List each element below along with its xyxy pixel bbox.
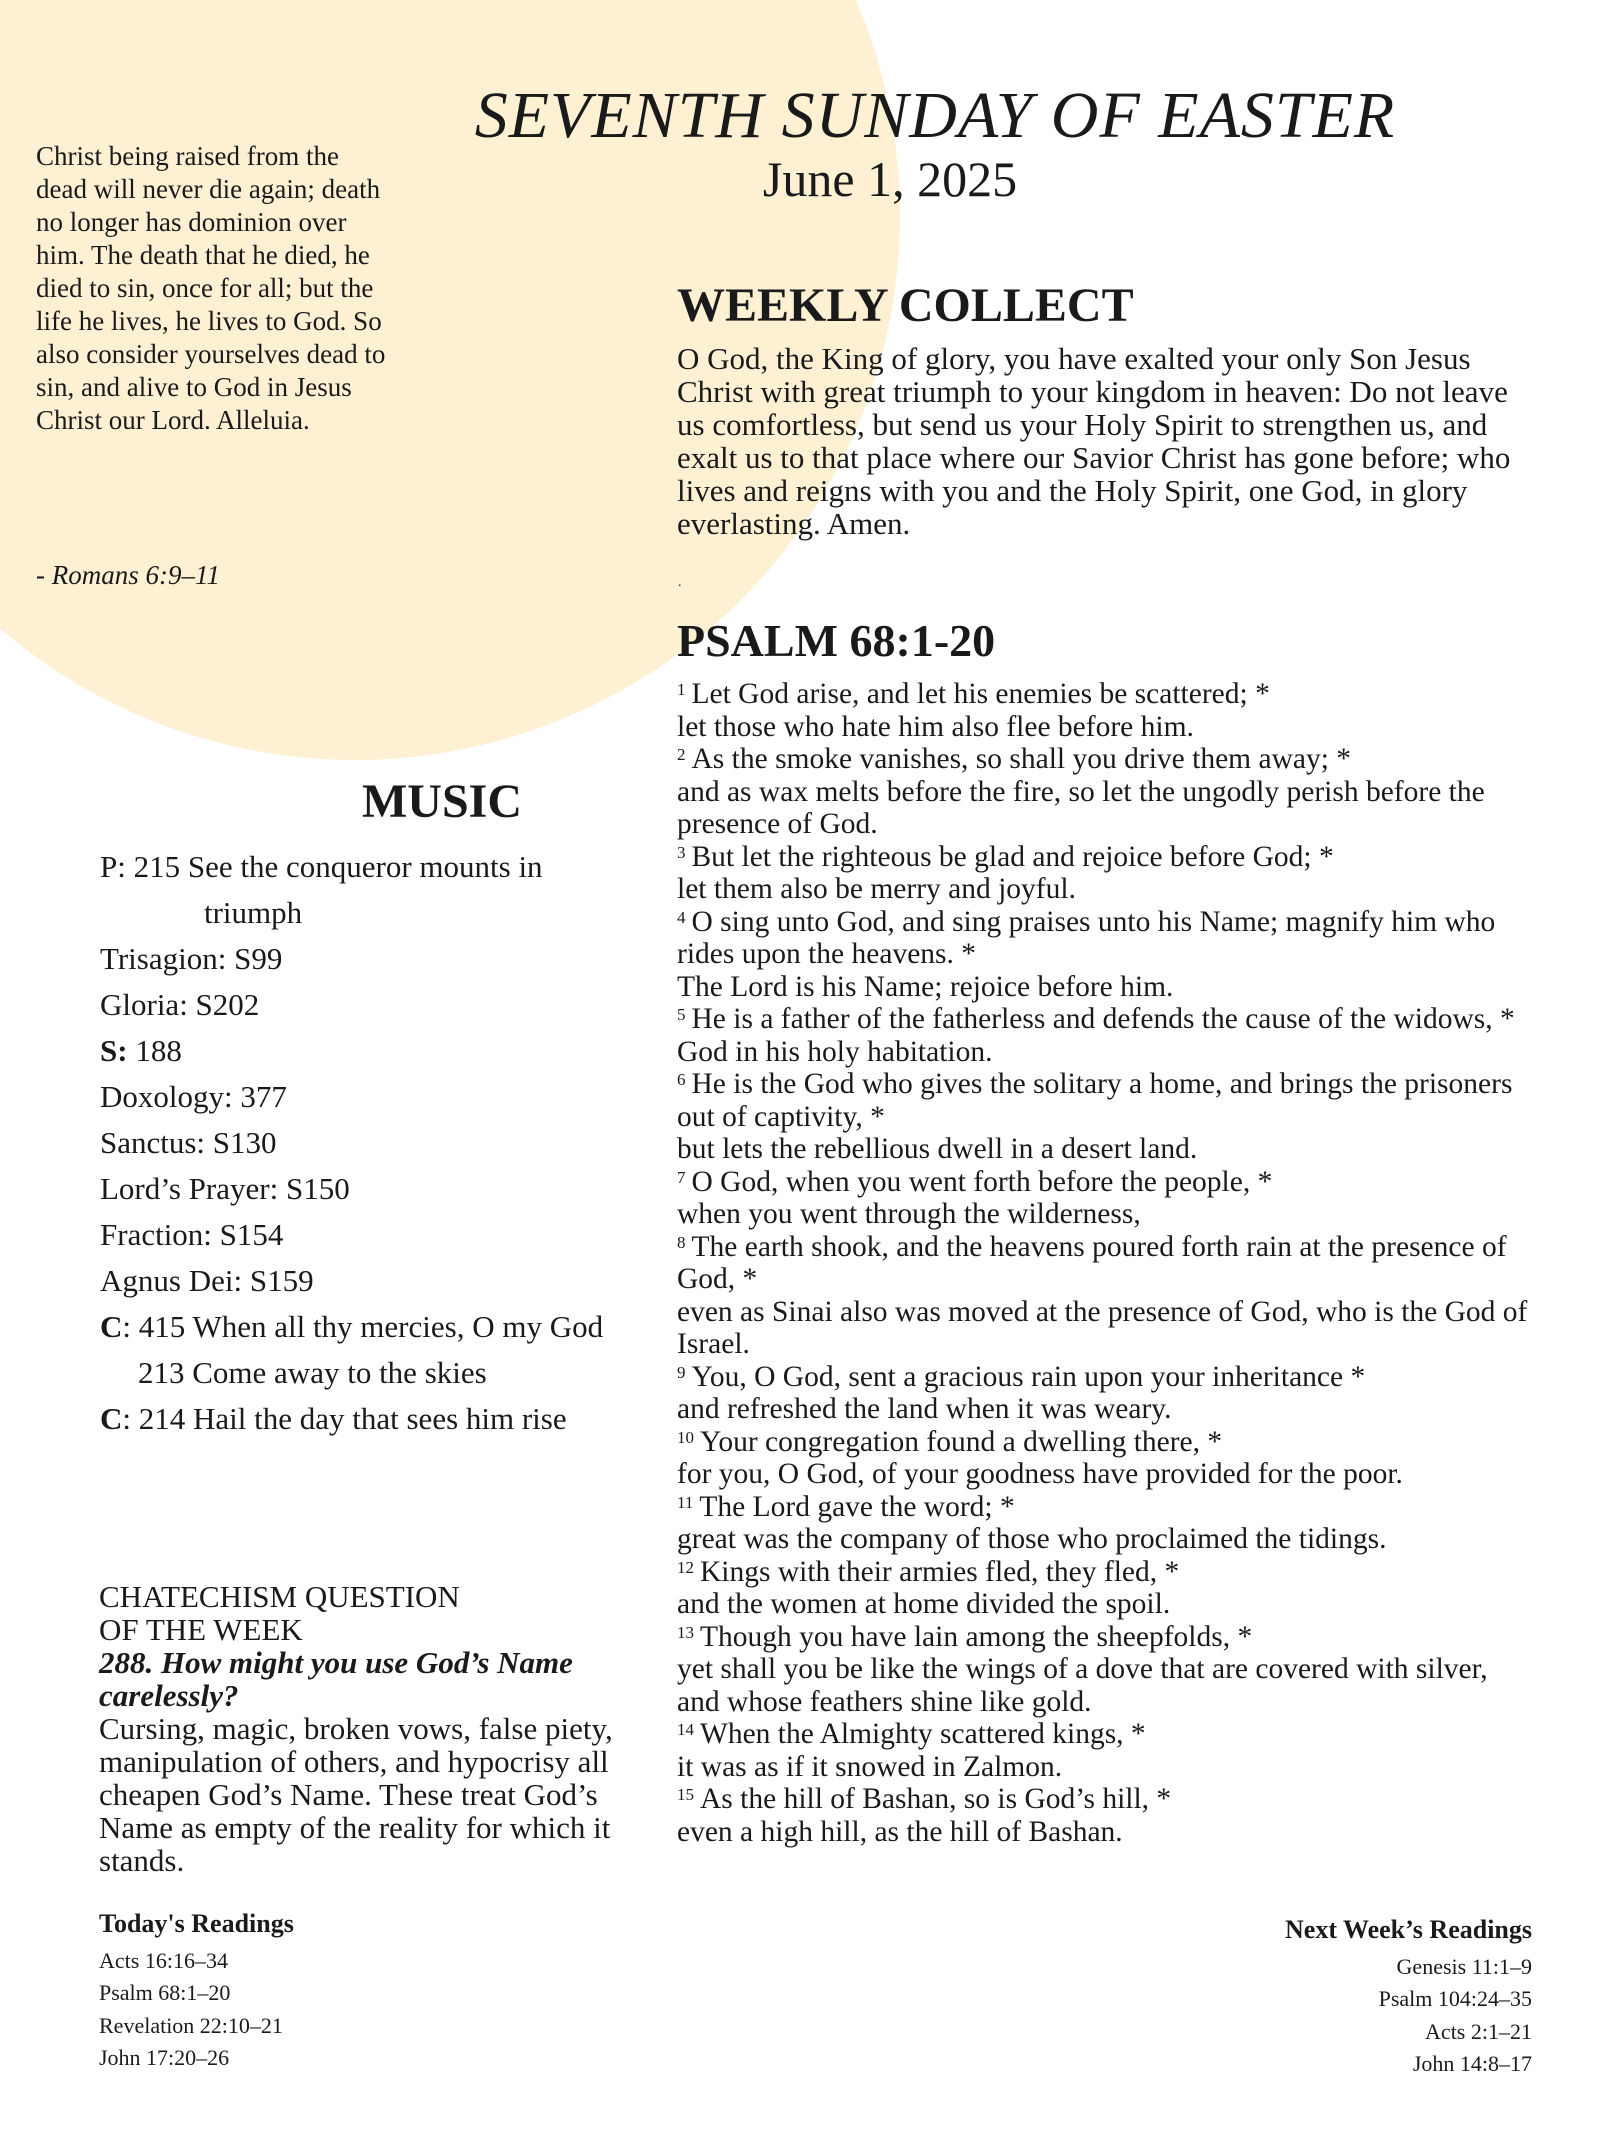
psalm-verse-number: 13 (677, 1622, 694, 1642)
music-gloria: Gloria: S202 (100, 987, 260, 1022)
music-p-text: 215 See the conqueror mounts in (133, 849, 543, 884)
psalm-verse-first-half (677, 1783, 1537, 1816)
todays-reading-item: Psalm 68:1–20 (99, 1980, 231, 2005)
todays-readings (99, 1908, 294, 2075)
music-trisagion: Trisagion: S99 (100, 941, 283, 976)
music-processional (100, 844, 640, 890)
todays-reading-item: Revelation 22:10–21 (99, 2012, 283, 2038)
music-agnus-dei: Agnus Dei: S159 (100, 1263, 314, 1298)
psalm-verse-text: Kings with their armies fled, they fled, * (700, 1555, 1180, 1588)
psalm-verse-text: Let God arise, and let his enemies be scattered; * (691, 678, 1270, 710)
music-communion-1 (100, 1304, 640, 1350)
psalm-verse-text: The Lord gave the word; * (699, 1490, 1015, 1523)
psalm-verse-second-half: it was as if it snowed in Zalmon. (677, 1750, 1063, 1783)
music-sequence (100, 1028, 640, 1074)
psalm-verse-first-half (677, 1556, 1537, 1589)
psalm-verse-number: 1 (677, 680, 686, 699)
psalm-verse-text: He is the God who gives the solitary a home, and brings the prisoners out of captivity, * (677, 1068, 1513, 1133)
psalm-verse-text: When the Almighty scattered kings, * (700, 1718, 1146, 1750)
psalm-verse-second-half: even a high hill, as the hill of Bashan. (677, 1815, 1123, 1848)
music-s-label: S: (100, 1033, 128, 1068)
psalm-verse-number: 6 (677, 1070, 686, 1089)
catechism-question: 288. How might you use God’s Name carelessly? (99, 1645, 573, 1713)
psalm-verse-first-half (677, 1166, 1537, 1199)
music-c2-text: : 214 Hail the day that sees him rise (122, 1401, 567, 1436)
psalm-verse-first-half (677, 1621, 1537, 1654)
sidebar-quote: Christ being raised from the dead will never die again; death no longer has dominion over him. The death that he died, he died to sin, once for all; but the life he lives, he lives to God. So also consider yourselves dead to sin, and alive to God in Jesus Christ our Lord. Alleluia. (36, 141, 386, 435)
psalm-verse-text: The earth shook, and the heavens poured forth rain at the presence of God, * (677, 1230, 1507, 1295)
psalm-verse-first-half (677, 743, 1537, 776)
psalm-verse-second-half: yet shall you be like the wings of a dove that are covered with silver, and whose feathers shine like gold. (677, 1653, 1488, 1718)
music-sanctus: Sanctus: S130 (100, 1125, 277, 1160)
psalm-verse-second-half: and refreshed the land when it was weary. (677, 1393, 1172, 1425)
psalm-verse-first-half (677, 841, 1537, 874)
catechism-section (99, 1580, 629, 1877)
psalm-heading: PSALM 68:1-20 (677, 615, 996, 666)
psalm-verse-first-half (677, 906, 1537, 971)
psalm-verse-first-half (677, 1491, 1537, 1524)
music-list (100, 844, 640, 1442)
psalm-verse-first-half (677, 1068, 1537, 1133)
psalm-verse-number: 3 (677, 842, 686, 862)
psalm-verse-second-half: for you, O God, of your goodness have provided for the poor. (677, 1458, 1403, 1490)
next-reading-item: Acts 2:1–21 (1425, 2018, 1532, 2044)
psalm-verse-number: 4 (677, 907, 686, 927)
psalm-verse-first-half (677, 1003, 1537, 1036)
psalm-verse-second-half: The Lord is his Name; rejoice before him. (677, 970, 1174, 1003)
music-fraction: Fraction: S154 (100, 1217, 284, 1252)
psalm-verse-number: 12 (677, 1557, 694, 1577)
psalm-verse-text: Your congregation found a dwelling there, * (700, 1425, 1223, 1458)
music-processional-cont: triumph (204, 895, 303, 930)
psalm-verse-text: O God, when you went forth before the people, * (691, 1165, 1273, 1198)
psalm-verse-second-half: great was the company of those who proclaimed the tidings. (677, 1523, 1387, 1555)
psalm-verse-first-half (677, 1426, 1537, 1459)
psalm-verse-text: Though you have lain among the sheepfolds, * (700, 1620, 1253, 1653)
psalm-verse-number: 2 (677, 745, 686, 764)
psalm-verse-second-half: when you went through the wilderness, (677, 1198, 1141, 1230)
music-c-label: C (100, 1309, 123, 1344)
music-communion-2 (100, 1396, 640, 1442)
page-title: SEVENTH SUNDAY OF EASTER (474, 79, 1396, 152)
music-s-text: 188 (127, 1033, 182, 1068)
separator-dot: . (678, 575, 682, 590)
psalm-verse-text: As the hill of Bashan, so is God’s hill, * (700, 1783, 1172, 1815)
psalm-verse-second-half: and as wax melts before the fire, so let the ungodly perish before the presence of God. (677, 775, 1485, 840)
catechism-answer: Cursing, magic, broken vows, false piety, manipulation of others, and hypocrisy all cheapen God’s Name. These treat God’s Name as empty of the reality for which it stands. (99, 1711, 613, 1878)
psalm-verse-first-half (677, 1361, 1537, 1394)
music-communion-1-cont: 213 Come away to the skies (138, 1355, 487, 1390)
next-reading-item: Psalm 104:24–35 (1378, 1986, 1532, 2011)
psalm-verse-text: As the smoke vanishes, so shall you drive them away; * (691, 743, 1352, 775)
page-date: June 1, 2025 (762, 151, 1018, 207)
music-p-label: P: (100, 849, 126, 884)
psalm-verse-second-half: and the women at home divided the spoil. (677, 1588, 1171, 1620)
psalm-verse-text: O sing unto God, and sing praises unto his Name; magnify him who rides upon the heavens. * (677, 905, 1496, 970)
psalm-verse-number: 8 (677, 1232, 686, 1252)
collect-heading: WEEKLY COLLECT (677, 279, 1134, 332)
psalm-verse-text: But let the righteous be glad and rejoice before God; * (691, 840, 1334, 873)
psalm-verse-number: 11 (677, 1492, 694, 1512)
psalm-verse-second-half: let them also be merry and joyful. (677, 873, 1076, 905)
psalm-verse-number: 14 (677, 1720, 694, 1739)
music-lords-prayer: Lord’s Prayer: S150 (100, 1171, 350, 1206)
catechism-heading-line1: CHATECHISM QUESTION (99, 1579, 460, 1614)
next-weeks-readings-heading: Next Week’s Readings (1285, 1915, 1532, 1944)
psalm-verse-number: 9 (677, 1362, 686, 1382)
sidebar-quote-reference: - Romans 6:9–11 (36, 560, 220, 590)
psalm-verse-first-half (677, 678, 1537, 711)
music-c2-label: C (100, 1401, 123, 1436)
psalm-text (677, 678, 1537, 1848)
psalm-verse-second-half: even as Sinai also was moved at the presence of God, who is the God of Israel. (677, 1295, 1528, 1360)
psalm-verse-number: 5 (677, 1005, 686, 1024)
psalm-verse-first-half (677, 1231, 1537, 1296)
psalm-verse-second-half: but lets the rebellious dwell in a desert land. (677, 1133, 1198, 1165)
psalm-verse-first-half (677, 1718, 1537, 1751)
music-c1-text: : 415 When all thy mercies, O my God (122, 1309, 604, 1344)
psalm-verse-text: He is a father of the fatherless and defends the cause of the widows, * (691, 1003, 1515, 1035)
psalm-verse-second-half: let those who hate him also flee before him. (677, 710, 1194, 743)
psalm-verse-number: 15 (677, 1785, 694, 1804)
next-reading-item: John 14:8–17 (1412, 2051, 1532, 2076)
next-weeks-readings (1100, 1914, 1532, 2081)
collect-text: O God, the King of glory, you have exalted your only Son Jesus Christ with great triumph to your kingdom in heaven: Do not leave us comfortless, but send us your Holy Spirit to strengthen us, and exalt us to that place where our Savior Christ has gone before; who lives and reigns with you and the Holy Spirit, one God, in glory everlasting. Amen. (677, 341, 1511, 541)
psalm-verse-number: 10 (677, 1427, 694, 1447)
todays-reading-item: John 17:20–26 (99, 2045, 230, 2070)
psalm-verse-text: You, O God, sent a gracious rain upon your inheritance * (691, 1360, 1366, 1393)
next-reading-item: Genesis 11:1–9 (1396, 1953, 1532, 1979)
todays-readings-heading: Today's Readings (99, 1909, 294, 1938)
psalm-verse-number: 7 (677, 1167, 686, 1187)
todays-reading-item: Acts 16:16–34 (99, 1947, 228, 1973)
music-heading: MUSIC (362, 775, 523, 828)
catechism-heading-line2: OF THE WEEK (99, 1612, 303, 1647)
psalm-verse-second-half: God in his holy habitation. (677, 1035, 993, 1068)
music-doxology: Doxology: 377 (100, 1079, 287, 1114)
